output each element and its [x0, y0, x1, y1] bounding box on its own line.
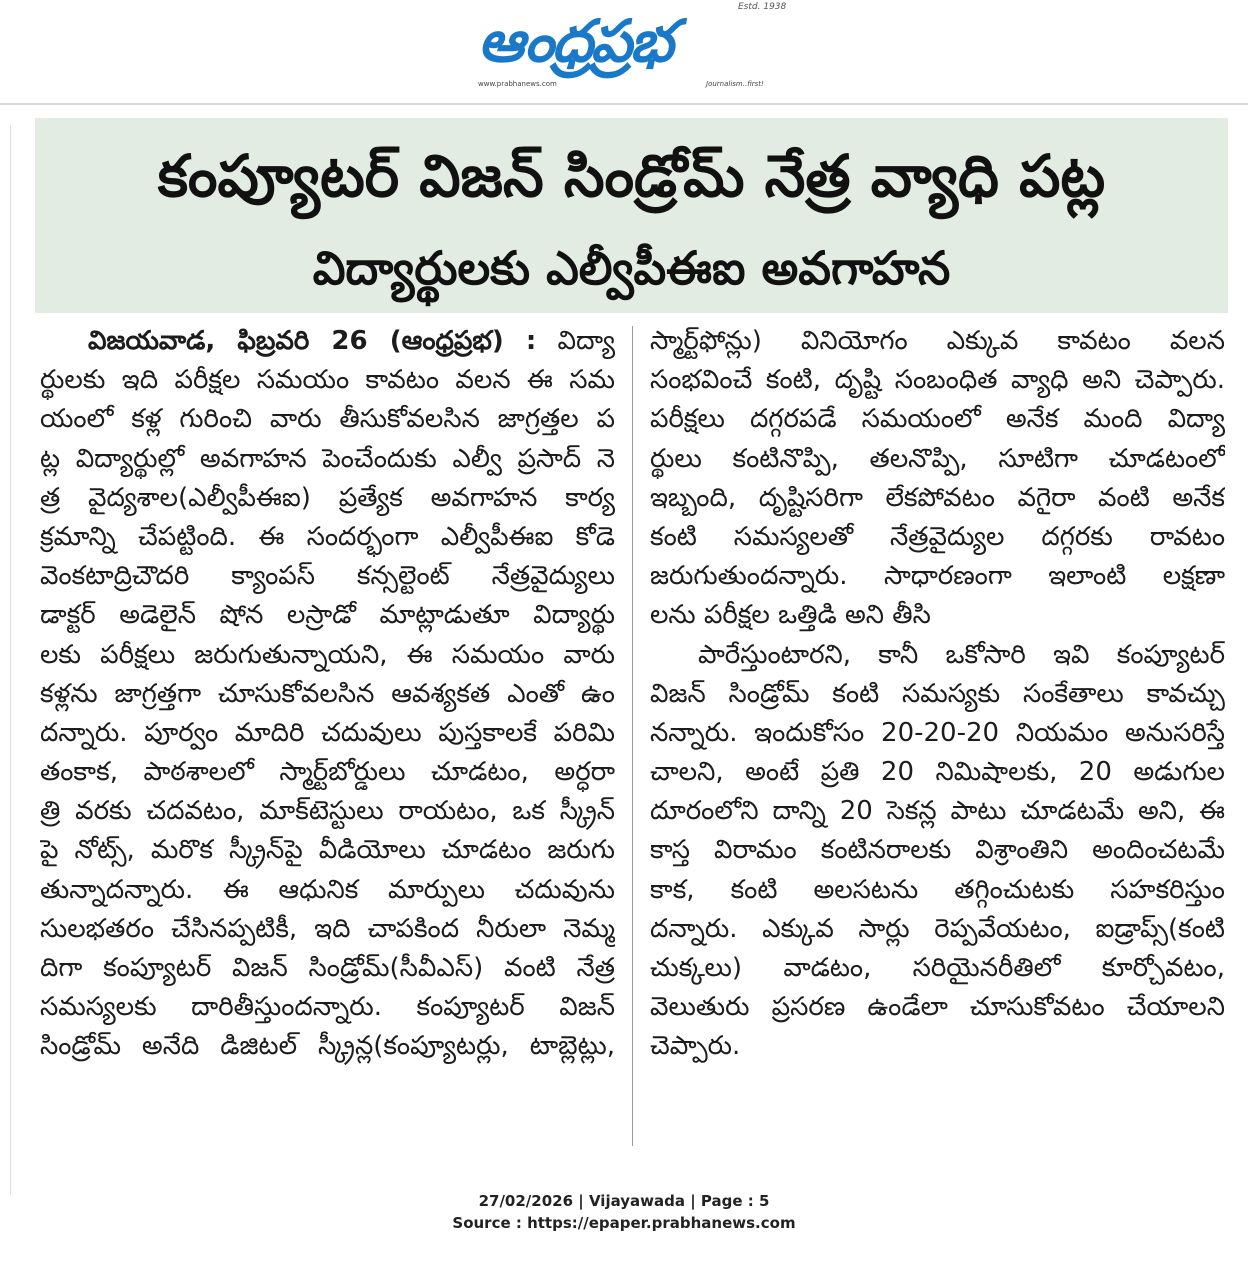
article-column-right	[650, 322, 1225, 1067]
article-line: సమస్యలకు దారితీస్తుందన్నారు. కంప్యూటర్ విజన్	[40, 992, 615, 1023]
article-line: జరుగుతుందన్నారు. సాధారణంగా ఇలాంటి లక్షణా	[650, 561, 1225, 592]
column-divider	[632, 326, 633, 1146]
logo-tagline: Journalism..first!	[706, 80, 764, 88]
article-line: పరీక్షలు దగ్గరపడే సమయంలో అనేక మంది విద్యా	[650, 404, 1225, 435]
article-subheadline: విద్యార్థులకు ఎల్వీపీఈఐ అవగాహన	[312, 241, 951, 295]
article-line: పారేస్తుంటారని, కానీ ఒకోసారి ఇవి కంప్యూటర్	[698, 639, 1225, 670]
article-line: కాస్త విరామం కంటినరాలకు విశ్రాంతిని అందించటమే	[650, 835, 1225, 866]
logo-url[interactable]: www.prabhanews.com	[478, 80, 557, 88]
article-line: విజన్ సిండ్రోమ్ కంటి సమస్యకు సంకేతాలు కావచ్చు	[650, 678, 1225, 709]
article-line: సంభవించే కంటి, దృష్టి సంబంధిత వ్యాధి అని చెప్పారు.	[650, 365, 1225, 396]
article-line: చుక్కలు) వాడటం, సరియైనరీతిలో కూర్చోవటం,	[650, 953, 1225, 983]
article-line: చాలని, అంటే ప్రతి 20 నిమిషాలకు, 20 అడుగుల	[650, 757, 1225, 788]
article-line: ర్థులు కంటినొప్పి, తలనొప్పి, సూటిగా చూడటంలో	[650, 443, 1225, 474]
article-line: దిగా కంప్యూటర్ విజన్ సిండ్రోమ్(సీవీఎస్) వంటి నేత్ర	[40, 953, 615, 983]
article-headline: కంప్యూటర్ విజన్ సిండ్రోమ్ నేత్ర వ్యాధి పట్ల	[157, 142, 1106, 210]
article-line: దన్నారు. ఎక్కువ సార్లు రెప్పవేయటం, ఐడ్రాప్స్(కంటి	[650, 913, 1225, 944]
page-footer	[0, 1190, 1248, 1234]
article-column-left	[40, 322, 615, 1067]
article-line	[40, 322, 615, 361]
article-line-text: విద్యా	[536, 326, 615, 356]
article-line: ర్థులకు ఇది పరీక్షల సమయం కావటం వలన ఈ సమ	[40, 365, 615, 396]
article-line: దన్నారు. పూర్వం మాదిరి చదువులు పుస్తకాలకే పరిమి	[40, 717, 615, 748]
newspaper-logo[interactable]: ఆంధ్రప్రభ	[478, 7, 672, 75]
article-line: లను పరీక్షల ఒత్తిడి అని తీసి	[650, 600, 931, 631]
article-line: త్రి వరకు చదవటం, మాక్‌టెస్టులు రాయటం, ఒక స్క్రీన్	[40, 796, 615, 827]
article-line: వెలుతురు ప్రసరణ ఉండేలా చూసుకోవటం చేయాలని	[650, 992, 1225, 1023]
article-line: స్మార్ట్‌ఫోన్లు) వినియోగం ఎక్కువ కావటం వలన	[650, 326, 1225, 356]
article-line: కాక, కంటి అలసటను తగ్గించుటకు సహకరిస్తుం	[650, 874, 1225, 905]
masthead-divider	[0, 103, 1248, 105]
logo-estd: Estd. 1938	[738, 2, 787, 12]
article-line: దూరంలోని దాన్ని 20 సెకన్ల పాటు చూడటమే అని, ఈ	[650, 796, 1225, 827]
article-line: యంలో కళ్ల గురించి వారు తీసుకోవలసిన జాగ్రత్తల ప	[40, 404, 615, 435]
article-line: నన్నారు. ఇందుకోసం 20-20-20 నియమం అనుసరిస్తే	[650, 717, 1225, 748]
article-line: లకు పరీక్షలు జరుగుతున్నాయని, ఈ సమయం వారు	[40, 639, 615, 670]
article-line: తంకాక, పాఠశాలలో స్మార్ట్‌బోర్డులు చూడటం, అర్ధరా	[40, 757, 615, 788]
footer-edition-info: 27/02/2026 | Vijayawada | Page : 5	[478, 1192, 770, 1210]
article-line: ఇబ్బంది, దృష్టిసరిగా లేకపోవటం వగైరా వంటి అనేక	[650, 482, 1225, 513]
article-line: సులభతరం చేసినప్పటికీ, ఇది చాపకింద నీరులా నెమ్మ	[40, 913, 615, 944]
article-line: ట్ల విద్యార్థుల్లో అవగాహన పెంచేందుకు ఎల్వీ ప్రసాద్ నె	[40, 443, 615, 474]
article-line: పై నోట్స్, మరొక స్క్రీన్‌పై వీడియోలు చూడటం జరుగు	[40, 835, 615, 866]
article-line: త్ర వైద్యశాల(ఎల్వీపీఈఐ) ప్రత్యేక అవగాహన కార్య	[40, 482, 615, 513]
article-line: చెప్పారు.	[650, 1031, 741, 1062]
article-line: వెంకటాద్రిచౌదరి క్యాంపస్ కన్సల్టెంట్ నేత్రవైద్యులు	[40, 561, 615, 592]
article-line: కంటి సమస్యలతో నేత్రవైద్యుల దగ్గరకు రావటం	[650, 521, 1225, 552]
article-line: డాక్టర్ అడెలైన్ షోన లస్రాడో మాట్లాడుతూ విద్యార్థు	[40, 600, 615, 631]
dateline: విజయవాడ, ఫిబ్రవరి 26 (ఆంధ్రప్రభ) :	[88, 326, 537, 356]
page-edge-rule	[10, 125, 11, 1195]
footer-source-link[interactable]: Source : https://epaper.prabhanews.com	[452, 1214, 796, 1232]
article-line: క్రమాన్ని చేపట్టింది. ఈ సందర్భంగా ఎల్వీపీఈఐ కోడె	[40, 521, 615, 552]
article-line: సిండ్రోమ్ అనేది డిజిటల్ స్క్రీన్ల(కంప్యూటర్లు, టాబ్లెట్లు,	[40, 1031, 615, 1062]
headline-box	[35, 118, 1228, 313]
masthead	[470, 0, 790, 100]
article-line: తున్నాదన్నారు. ఈ ఆధునిక మార్పులు చదువును	[40, 874, 615, 905]
article-line: కళ్లను జాగ్రత్తగా చూసుకోవలసిన ఆవశ్యకత ఎంతో ఉం	[40, 678, 615, 709]
